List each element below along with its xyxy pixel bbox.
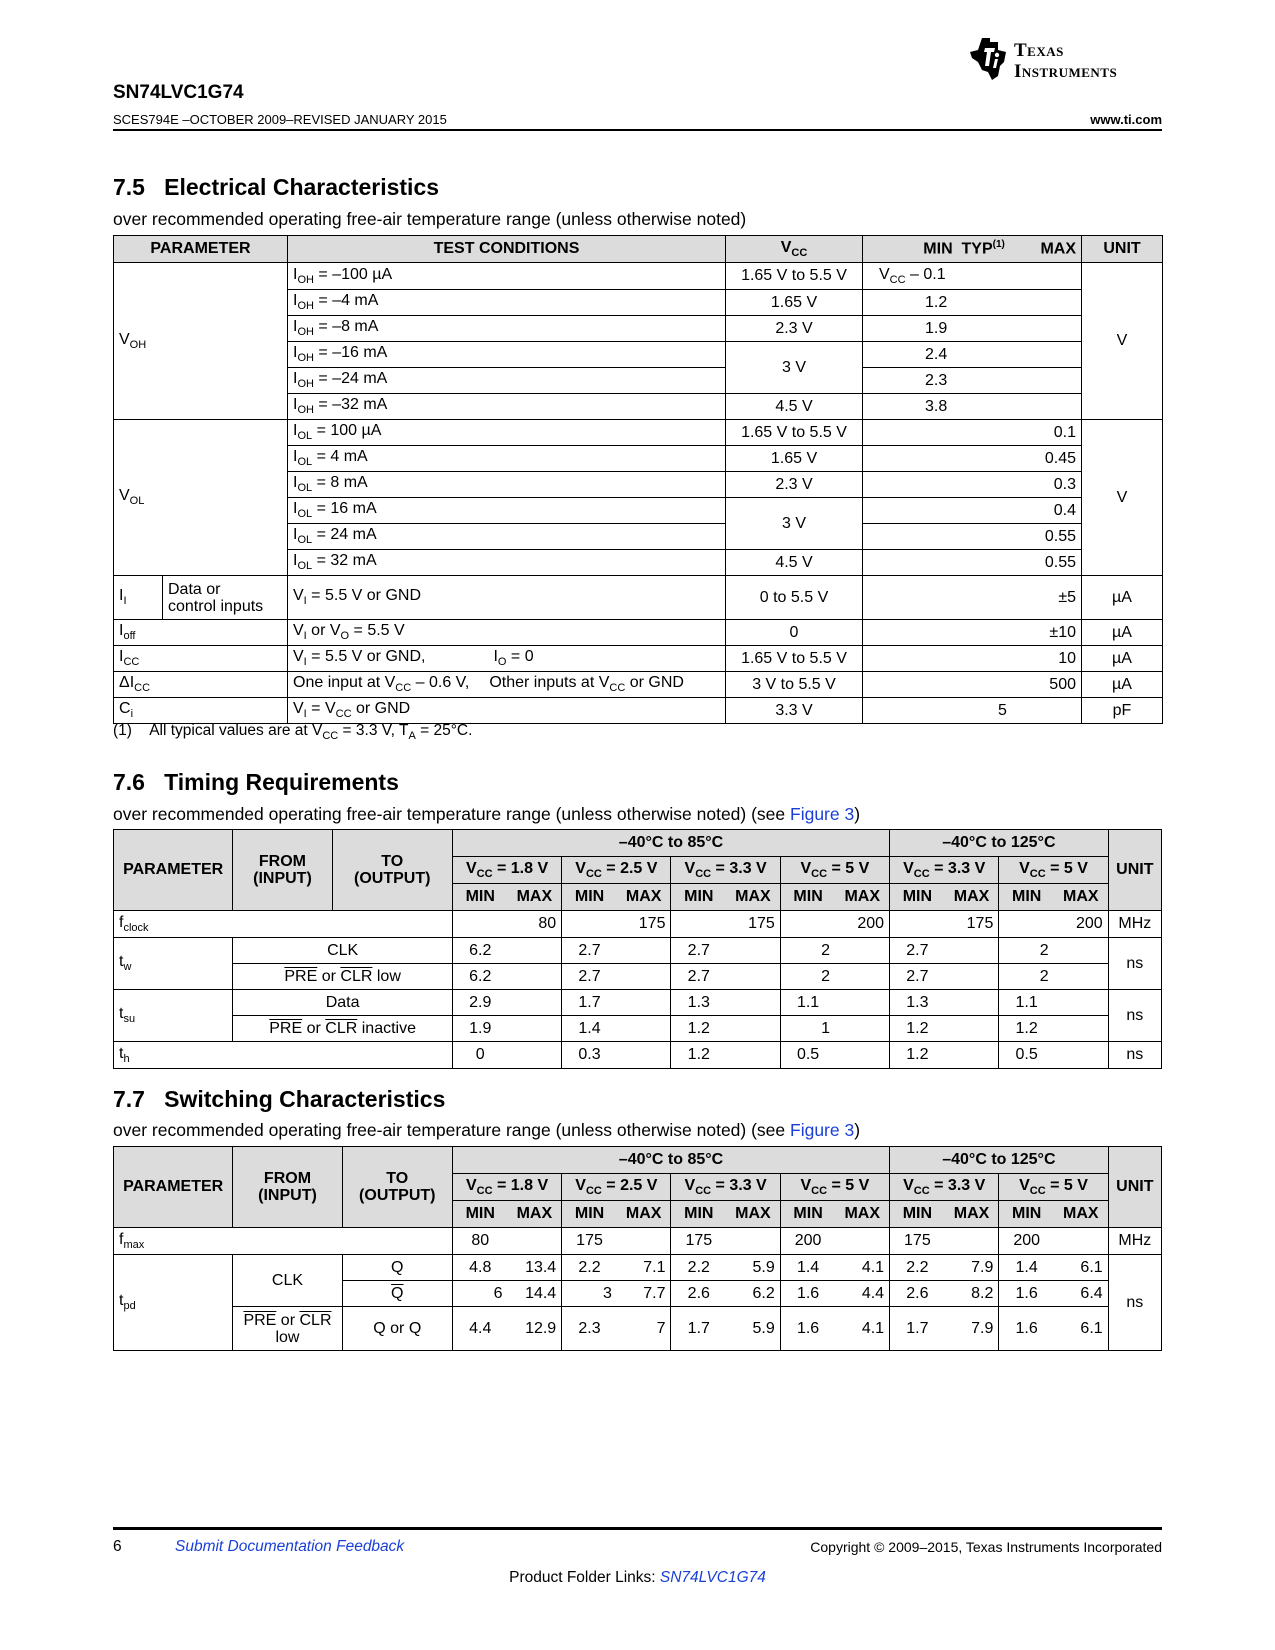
min-value: 2.7: [890, 964, 945, 990]
max-value: 500: [863, 672, 1082, 698]
min-value: 2.4: [863, 342, 1082, 368]
section-7-7-subtitle: over recommended operating free-air temperature range (unless otherwise noted) (see Figure 3): [113, 1120, 861, 1140]
header-range-85: –40°C to 85°C: [452, 830, 889, 857]
product-folder-link[interactable]: SN74LVC1G74: [659, 1569, 766, 1586]
header-vcc-2-5: $V_{CC} = 2.5$ V: [562, 1174, 671, 1201]
section-7-5-title: [113, 174, 439, 201]
footer-divider: [113, 1527, 1162, 1530]
figure-3-link[interactable]: Figure 3: [790, 1120, 855, 1140]
header-unit: UNIT: [1108, 830, 1161, 911]
min-value: 1.7: [890, 1307, 945, 1351]
switching-characteristics-table: [113, 1146, 1162, 1351]
min-value: 2: [999, 964, 1054, 990]
header-min-typ-max: MIN TYP$^{(1)}$ MAX: [863, 236, 1082, 263]
submit-feedback-link[interactable]: Submit Documentation Feedback: [175, 1538, 405, 1555]
header-vcc-2-5: $V_{CC} = 2.5$ V: [562, 857, 671, 884]
test-condition: $I_{OH} = -8$ mA: [288, 316, 726, 342]
test-condition: $V_I = V_{CC}$ or GND: [288, 698, 726, 724]
min-value: 3: [562, 1281, 617, 1307]
section-7-6-subtitle: over recommended operating free-air temperature range (unless otherwise noted) (see Figure 3): [113, 804, 861, 824]
max-value: 8.2: [945, 1281, 999, 1307]
vcc-value: 2.3 V: [726, 472, 863, 498]
max-value: 7.7: [617, 1281, 671, 1307]
header-max: MAX: [1054, 1201, 1108, 1228]
min-value: 2.7: [671, 938, 726, 964]
max-value: 7.1: [617, 1255, 671, 1281]
timing-requirements-table: [113, 829, 1162, 1069]
figure-3-link[interactable]: Figure 3: [790, 804, 855, 824]
header-to: TO (OUTPUT): [332, 830, 452, 911]
test-condition: $I_{OL} = 4$ mA: [288, 446, 726, 472]
min-value: 1.9: [863, 316, 1082, 342]
unit-value: µA: [1082, 646, 1163, 672]
param-tpd: $t_{pd}$: [114, 1255, 233, 1351]
header-max: MAX: [1054, 884, 1108, 911]
vcc-value: 3 V to 5.5 V: [726, 672, 863, 698]
header-unit: UNIT: [1082, 236, 1163, 263]
min-value: 2.7: [562, 938, 617, 964]
to-q-bar: $\overline{Q}$: [342, 1281, 452, 1307]
unit-value: µA: [1082, 576, 1163, 620]
min-value: 1.4: [999, 1255, 1054, 1281]
header-test-conditions: TEST CONDITIONS: [288, 236, 726, 263]
max-value: 0.55: [863, 550, 1082, 576]
header-min: MIN: [452, 1201, 507, 1228]
test-condition: $I_{OL} = 16$ mA: [288, 498, 726, 524]
min-value: 200: [780, 1228, 835, 1255]
header-range-125: –40°C to 125°C: [890, 830, 1109, 857]
max-value: 5.9: [726, 1307, 780, 1351]
header-vcc-3-3-ext: $V_{CC} = 3.3$ V: [890, 1174, 999, 1201]
header-min: MIN: [890, 1201, 945, 1228]
max-value: 0.55: [863, 524, 1082, 550]
unit-value: MHz: [1108, 1228, 1161, 1255]
max-value: 13.4: [508, 1255, 562, 1281]
ti-logo-wordmark: [1014, 40, 1117, 82]
max-value: 4.1: [835, 1307, 889, 1351]
param-ioff: $I_{off}$: [114, 620, 288, 646]
header-max: MAX: [508, 1201, 562, 1228]
test-condition: $I_{OL} = 8$ mA: [288, 472, 726, 498]
header-min: MIN: [780, 1201, 835, 1228]
to-q-or-q-bar: Q or Q: [342, 1307, 452, 1351]
min-value: 0: [452, 1042, 507, 1069]
header-min: MIN: [671, 884, 726, 911]
table-header-row: [114, 1147, 1162, 1174]
header-max: MAX: [945, 1201, 999, 1228]
max-value: 6.2: [726, 1281, 780, 1307]
max-value: 5.9: [726, 1255, 780, 1281]
min-value: 4.8: [452, 1255, 507, 1281]
max-value: 200: [1054, 911, 1108, 938]
header-max: MAX: [726, 884, 780, 911]
table-row: [114, 990, 1162, 1016]
min-value: 2.2: [890, 1255, 945, 1281]
param-tsu: $t_{su}$: [114, 990, 233, 1042]
table-row: [114, 420, 1163, 446]
from-clk: CLK: [233, 1255, 342, 1307]
header-max: MAX: [726, 1201, 780, 1228]
copyright: Copyright © 2009–2015, Texas Instruments Incorporated: [810, 1539, 1162, 1555]
max-value: 7.9: [945, 1255, 999, 1281]
section-number: 7.5: [113, 174, 145, 200]
test-condition: $V_I = 5.5$ V or GND: [288, 576, 726, 620]
ti-logo: [968, 36, 1163, 86]
min-value: 4.4: [452, 1307, 507, 1351]
vcc-value: 3 V: [726, 498, 863, 550]
unit-value: ns: [1108, 938, 1161, 990]
header-max: MAX: [617, 884, 671, 911]
table-row: [114, 911, 1162, 938]
header-vcc-3-3-ext: $V_{CC} = 3.3$ V: [890, 857, 999, 884]
min-value: 1.6: [999, 1307, 1054, 1351]
param-fmax: $f_{max}$: [114, 1228, 453, 1255]
max-value: 175: [726, 911, 780, 938]
min-value: 1.2: [999, 1016, 1054, 1042]
max-value: 200: [835, 911, 889, 938]
vcc-value: 1.65 V: [726, 446, 863, 472]
section-7-7-title: 7.7 Switching Characteristics: [113, 1086, 446, 1112]
test-condition: $V_I$ or $V_O = 5.5$ V: [288, 620, 726, 646]
header-min: MIN: [999, 884, 1054, 911]
header-vcc-5-ext: $V_{CC} = 5$ V: [999, 857, 1108, 884]
table-row: [114, 646, 1163, 672]
max-value: 12.9: [508, 1307, 562, 1351]
electrical-characteristics-table: [113, 235, 1163, 724]
table-row: [114, 1307, 1162, 1351]
max-value: 0.1: [863, 420, 1082, 446]
test-condition: $I_{OH} = -4$ mA: [288, 290, 726, 316]
min-value: 1.7: [562, 990, 617, 1016]
min-value: 2.9: [452, 990, 507, 1016]
max-value: ±10: [863, 620, 1082, 646]
max-value: 7: [617, 1307, 671, 1351]
min-value: 3.8: [863, 394, 1082, 420]
min-value: 2.7: [562, 964, 617, 990]
vcc-value: 2.3 V: [726, 316, 863, 342]
unit-value: MHz: [1108, 911, 1161, 938]
min-value: 1.2: [890, 1042, 945, 1069]
param-voh: $V_{OH}$: [114, 263, 288, 420]
table-row: [114, 263, 1163, 290]
min-value: 0.5: [999, 1042, 1054, 1069]
header-max: MAX: [835, 884, 889, 911]
footnote-1: (1) All typical values are at $V_{CC} = 3.3$ V, $T_A = 25^\circ C$.: [113, 722, 473, 743]
max-value: 6.1: [1054, 1255, 1108, 1281]
unit-value: µA: [1082, 672, 1163, 698]
to-q: Q: [342, 1255, 452, 1281]
unit-value: ns: [1108, 1255, 1161, 1351]
header-min: MIN: [452, 884, 507, 911]
unit-value: V: [1082, 263, 1163, 420]
table-row: [114, 964, 1162, 990]
logo-line-2: Instruments: [1014, 61, 1118, 82]
max-value: 10: [863, 646, 1082, 672]
header-max: MAX: [508, 884, 562, 911]
min-value: 200: [999, 1228, 1054, 1255]
min-value: 2.3: [863, 368, 1082, 394]
vcc-value: 1.65 V to 5.5 V: [726, 646, 863, 672]
test-condition: $I_{OH} = -100$ µA: [288, 263, 726, 290]
min-value: 175: [562, 1228, 617, 1255]
min-value: 2.7: [890, 938, 945, 964]
header-vcc-5: $V_{CC} = 5$ V: [780, 857, 889, 884]
param-ii: $I_I$: [114, 576, 163, 620]
min-value: 6.2: [452, 938, 507, 964]
product-folder-links: [0, 1569, 1275, 1587]
unit-value: ns: [1108, 1042, 1161, 1069]
unit-value: µA: [1082, 620, 1163, 646]
test-condition: $I_{OL} = 24$ mA: [288, 524, 726, 550]
min-value: 0.3: [562, 1042, 617, 1069]
min-value: 6.2: [452, 964, 507, 990]
header-vcc-5-ext: $V_{CC} = 5$ V: [999, 1174, 1108, 1201]
min-value: 1.9: [452, 1016, 507, 1042]
max-value: 6.1: [1054, 1307, 1108, 1351]
header-min: MIN: [671, 1201, 726, 1228]
min-value: 80: [452, 1228, 507, 1255]
logo-line-1: Texas: [1014, 40, 1064, 61]
from-data: Data: [233, 990, 453, 1016]
page-number: 6: [113, 1538, 122, 1555]
header-max: MAX: [835, 1201, 889, 1228]
unit-value: ns: [1108, 990, 1161, 1042]
test-condition: $I_{OH} = -16$ mA: [288, 342, 726, 368]
table-row: [114, 1042, 1162, 1069]
vcc-value: 1.65 V: [726, 290, 863, 316]
vcc-value: 3 V: [726, 342, 863, 394]
min-value: 6: [452, 1281, 507, 1307]
from-pre-clr-inactive: $\overline{PRE}$ or $\overline{CLR}$ inactive: [233, 1016, 453, 1042]
header-max: MAX: [945, 884, 999, 911]
unit-value: pF: [1082, 698, 1163, 724]
header-max: MAX: [617, 1201, 671, 1228]
header-min: MIN: [999, 1201, 1054, 1228]
header-vcc-5: $V_{CC} = 5$ V: [780, 1174, 889, 1201]
vcc-value: 0 to 5.5 V: [726, 576, 863, 620]
max-value: 6.4: [1054, 1281, 1108, 1307]
header-from: FROM (INPUT): [233, 1147, 342, 1228]
section-7-5-subtitle: over recommended operating free-air temperature range (unless otherwise noted): [113, 209, 747, 229]
vcc-value: 3.3 V: [726, 698, 863, 724]
max-value: 4.4: [835, 1281, 889, 1307]
table-row: [114, 620, 1163, 646]
header-range-125: –40°C to 125°C: [890, 1147, 1109, 1174]
table-header-row: [114, 236, 1163, 263]
min-value: $V_{CC} - 0.1$: [863, 263, 1082, 290]
header-parameter: PARAMETER: [114, 1147, 233, 1228]
min-value: 2.6: [671, 1281, 726, 1307]
section-title-text: Electrical Characteristics: [164, 174, 440, 200]
min-value: 1.2: [863, 290, 1082, 316]
min-value: 1.6: [999, 1281, 1054, 1307]
min-value: 0.5: [780, 1042, 835, 1069]
vcc-value: 4.5 V: [726, 550, 863, 576]
table-row: [114, 576, 1163, 620]
section-7-6-title: 7.6 Timing Requirements: [113, 769, 399, 795]
param-fclock: $f_{clock}$: [114, 911, 453, 938]
from-pre-clr-low: $\overline{PRE}$ or $\overline{CLR}$ low: [233, 1307, 342, 1351]
header-divider: [113, 129, 1162, 131]
table-row: [114, 672, 1163, 698]
header-unit: UNIT: [1108, 1147, 1161, 1228]
min-value: 1.3: [671, 990, 726, 1016]
table-header-row: [114, 830, 1162, 857]
header-vcc: $V_{CC}$: [726, 236, 863, 263]
min-value: 1.7: [671, 1307, 726, 1351]
doc-revision: SCES794E –OCTOBER 2009–REVISED JANUARY 2015: [113, 112, 447, 127]
max-value: 80: [508, 911, 562, 938]
table-row: [114, 1228, 1162, 1255]
min-value: 2: [780, 938, 835, 964]
table-row: [114, 1016, 1162, 1042]
min-value: 2.2: [671, 1255, 726, 1281]
unit-value: V: [1082, 420, 1163, 576]
min-value: 2.2: [562, 1255, 617, 1281]
vcc-value: 1.65 V to 5.5 V: [726, 420, 863, 446]
max-value: 175: [617, 911, 671, 938]
test-condition: $I_{OL} = 100$ µA: [288, 420, 726, 446]
from-pre-clr-low: $\overline{PRE}$ or $\overline{CLR}$ low: [233, 964, 453, 990]
param-ii-desc: Data or control inputs: [163, 576, 288, 620]
header-parameter: PARAMETER: [114, 830, 233, 911]
header-min: MIN: [562, 884, 617, 911]
test-condition: $I_{OH} = -24$ mA: [288, 368, 726, 394]
header-parameter: PARAMETER: [114, 236, 288, 263]
max-value: 0.4: [863, 498, 1082, 524]
max-value: 7.9: [945, 1307, 999, 1351]
test-condition: $I_{OH} = -32$ mA: [288, 394, 726, 420]
vcc-value: 0: [726, 620, 863, 646]
from-clk: CLK: [233, 938, 453, 964]
min-value: 1.2: [890, 1016, 945, 1042]
param-ci: $C_i$: [114, 698, 288, 724]
max-value: 14.4: [508, 1281, 562, 1307]
min-value: 1.1: [999, 990, 1054, 1016]
max-value: 0.3: [863, 472, 1082, 498]
param-th: $t_h$: [114, 1042, 453, 1069]
header-min: MIN: [562, 1201, 617, 1228]
min-value: 2: [780, 964, 835, 990]
min-value: 1.4: [562, 1016, 617, 1042]
header-range-85: –40°C to 85°C: [452, 1147, 889, 1174]
test-condition: $I_{OL} = 32$ mA: [288, 550, 726, 576]
min-value: 2.6: [890, 1281, 945, 1307]
min-value: 1.3: [890, 990, 945, 1016]
site-url[interactable]: www.ti.com: [1090, 112, 1162, 127]
min-value: 175: [671, 1228, 726, 1255]
product-folder-label: Product Folder Links:: [509, 1569, 660, 1586]
min-value: 1.6: [780, 1307, 835, 1351]
ti-logo-icon: [968, 36, 1010, 82]
header-vcc-3-3: $V_{CC} = 3.3$ V: [671, 1174, 780, 1201]
param-icc: $I_{CC}$: [114, 646, 288, 672]
min-value: 2.7: [671, 964, 726, 990]
doc-id: SN74LVC1G74: [113, 82, 244, 103]
header-vcc-3-3: $V_{CC} = 3.3$ V: [671, 857, 780, 884]
min-value: 1.2: [671, 1016, 726, 1042]
min-value: 1.4: [780, 1255, 835, 1281]
min-value: 175: [890, 1228, 945, 1255]
min-value: 1: [780, 1016, 835, 1042]
min-value: 1.6: [780, 1281, 835, 1307]
param-tw: $t_w$: [114, 938, 233, 990]
min-value: 2.3: [562, 1307, 617, 1351]
min-value: 1.2: [671, 1042, 726, 1069]
header-vcc-1-8: $V_{CC} = 1.8$ V: [452, 1174, 561, 1201]
header-min: MIN: [890, 884, 945, 911]
max-value: 175: [945, 911, 999, 938]
test-condition: One input at $V_{CC} - 0.6$ V, Other inputs at $V_{CC}$ or GND: [288, 672, 726, 698]
max-value: 0.45: [863, 446, 1082, 472]
header-from: FROM (INPUT): [233, 830, 332, 911]
header-vcc-1-8: $V_{CC} = 1.8$ V: [452, 857, 561, 884]
header-to: TO (OUTPUT): [342, 1147, 452, 1228]
vcc-value: 1.65 V to 5.5 V: [726, 263, 863, 290]
min-value: 1.1: [780, 990, 835, 1016]
header-min: MIN: [780, 884, 835, 911]
table-row: [114, 1255, 1162, 1281]
test-condition: $V_I = 5.5$ V or GND, $I_O = 0$: [288, 646, 726, 672]
min-value: 2: [999, 938, 1054, 964]
param-delta-icc: $\Delta I_{CC}$: [114, 672, 288, 698]
typ-value: 5: [863, 698, 1082, 724]
table-row: [114, 698, 1163, 724]
vcc-value: 4.5 V: [726, 394, 863, 420]
table-row: [114, 938, 1162, 964]
max-value: ±5: [863, 576, 1082, 620]
param-vol: $V_{OL}$: [114, 420, 288, 576]
max-value: 4.1: [835, 1255, 889, 1281]
